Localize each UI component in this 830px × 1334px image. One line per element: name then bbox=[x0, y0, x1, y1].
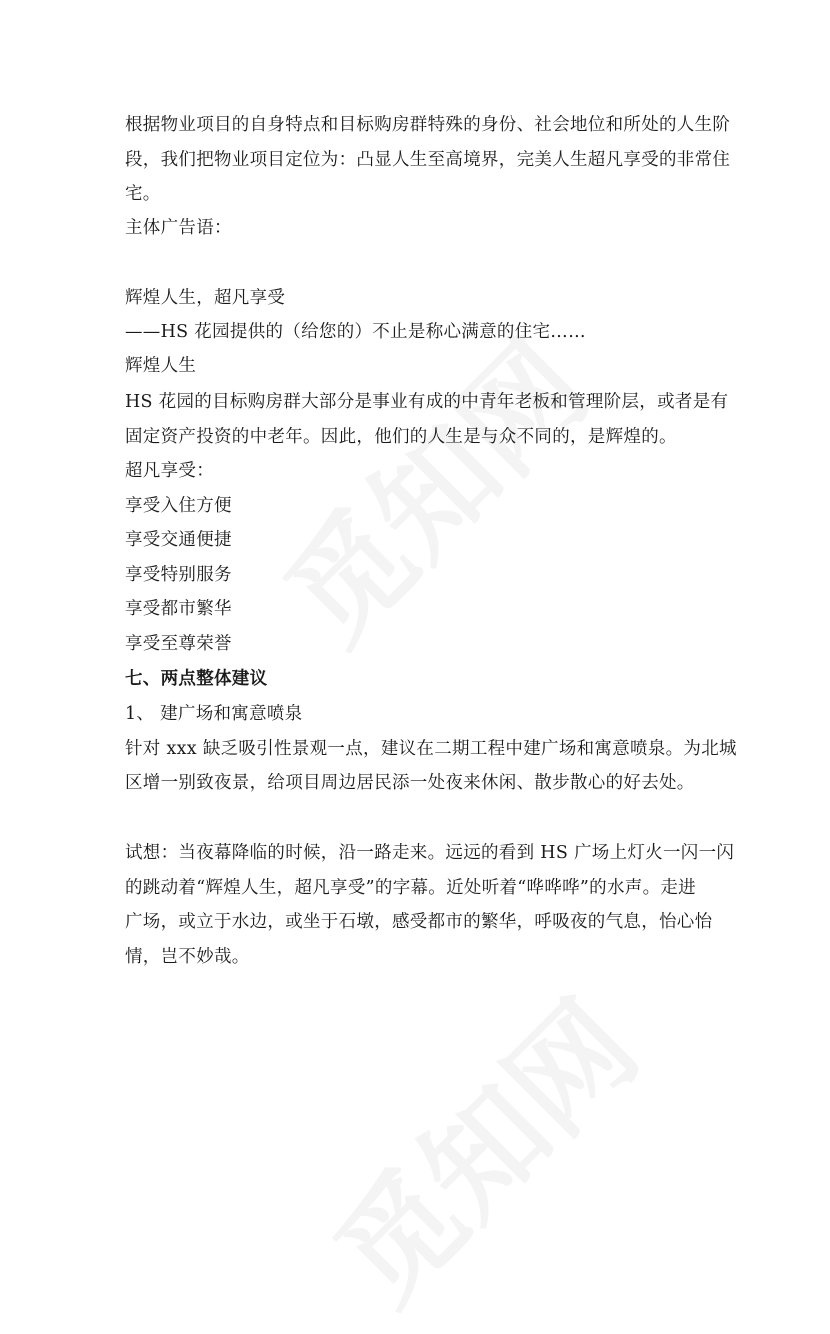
list-item: 享受都市繁华 bbox=[125, 599, 232, 619]
paragraph-line: 针对 xxx 缺乏吸引性景观一点，建议在二期工程中建广场和寓意喷泉。为北城 bbox=[125, 739, 737, 759]
paragraph-line: 段，我们把物业项目定位为：凸显人生至高境界，完美人生超凡享受的非常住 bbox=[125, 150, 731, 170]
section-label: 超凡享受： bbox=[125, 461, 214, 481]
slogan-subline: ——HS 花园提供的（给您的）不止是称心满意的住宅…… bbox=[125, 322, 586, 342]
paragraph-line: 主体广告语： bbox=[125, 218, 232, 238]
paragraph-line: 根据物业项目的自身特点和目标购房群特殊的身份、社会地位和所处的人生阶 bbox=[125, 115, 731, 135]
list-item: 享受特别服务 bbox=[125, 565, 232, 585]
list-item: 享受交通便捷 bbox=[125, 530, 232, 550]
paragraph-line: HS 花园的目标购房群大部分是事业有成的中青年老板和管理阶层，或者是有 bbox=[125, 392, 729, 412]
paragraph-line: 的跳动着“辉煌人生，超凡享受”的字幕。近处听着“哗哗哗”的水声。走进 bbox=[125, 878, 696, 898]
paragraph-line: 广场，或立于水边，或坐于石墩，感受都市的繁华，呼吸夜的气息，怡心怡 bbox=[125, 912, 713, 932]
section-heading: 七、两点整体建议 bbox=[125, 669, 268, 689]
list-item: 享受入住方便 bbox=[125, 496, 232, 516]
section-label: 辉煌人生 bbox=[125, 356, 197, 376]
watermark bbox=[242, 298, 618, 674]
list-item: 享受至尊荣誉 bbox=[125, 634, 232, 654]
paragraph-line: 固定资产投资的中老年。因此，他们的人生是与众不同的，是辉煌的。 bbox=[125, 427, 677, 447]
paragraph-line: 情，岂不妙哉。 bbox=[125, 947, 250, 967]
paragraph-line: 宅。 bbox=[125, 184, 161, 204]
paragraph-line: 试想：当夜幕降临的时候，沿一路走来。远远的看到 HS 广场上灯火一闪一闪 bbox=[125, 843, 735, 863]
slogan-title: 辉煌人生，超凡享受 bbox=[125, 288, 286, 308]
paragraph-line: 区增一别致夜景，给项目周边居民添一处夜来休闲、散步散心的好去处。 bbox=[125, 773, 695, 793]
subsection-heading: 1、 建广场和寓意喷泉 bbox=[125, 704, 303, 724]
watermark-bottom bbox=[292, 958, 668, 1334]
